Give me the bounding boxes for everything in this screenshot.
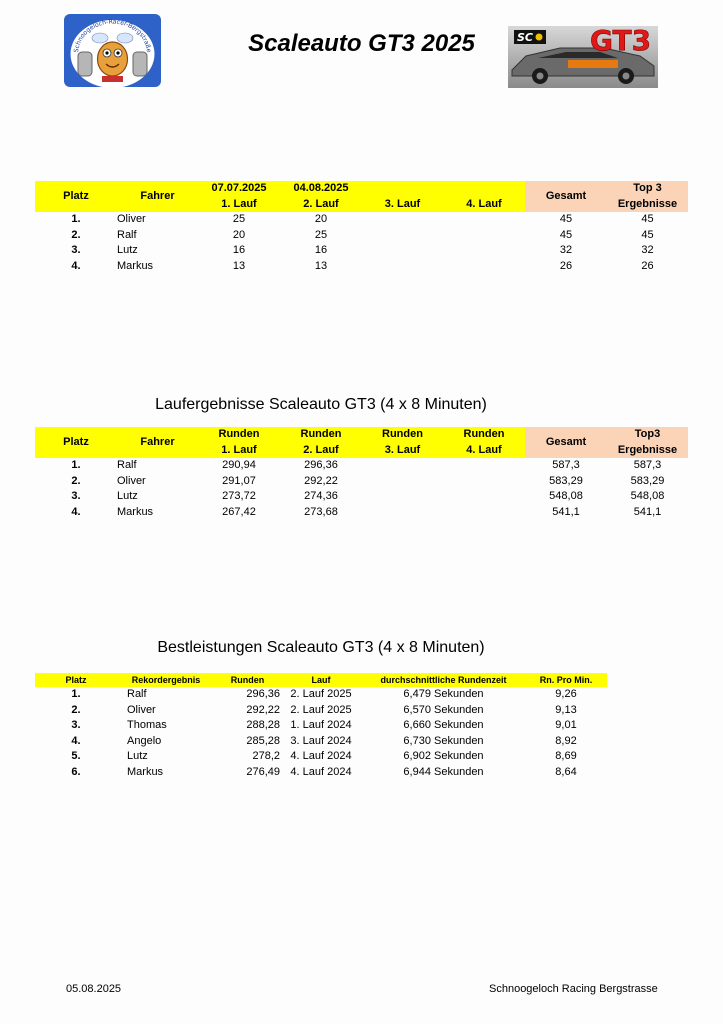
- name-cell: Angelo: [127, 734, 162, 747]
- top-cell: 583,29: [630, 474, 665, 487]
- zeit-cell: 6,660 Sekunden: [403, 719, 484, 732]
- platz-cell: 1.: [71, 213, 81, 225]
- lauf2-cell: 20: [314, 213, 328, 225]
- name-cell: Markus: [127, 765, 164, 778]
- lauf2-cell: 13: [314, 259, 328, 272]
- lauf-cell: 4. Lauf 2024: [290, 750, 352, 763]
- gt3-banner-image: [508, 26, 658, 88]
- platz-cell: 3.: [71, 490, 81, 502]
- rn-cell: 8,92: [555, 734, 577, 747]
- rn-cell: 9,26: [555, 688, 577, 700]
- header-platz: Platz: [35, 673, 117, 687]
- fahrer-cell: Lutz: [117, 244, 138, 256]
- header-lauf2: 2. Lauf: [280, 443, 362, 459]
- lauf-cell: 1. Lauf 2024: [290, 719, 352, 732]
- fahrer-cell: Ralf: [117, 459, 137, 471]
- gesamt-cell: 541,1: [552, 505, 580, 518]
- rn-cell: 9,13: [555, 703, 577, 716]
- lauf2-cell: 274,36: [304, 490, 338, 502]
- gesamt-cell: 583,29: [549, 474, 583, 487]
- platz-cell: 2.: [71, 228, 81, 241]
- header-runden-3: Runden: [362, 427, 443, 443]
- runden-cell: 285,28: [246, 734, 280, 747]
- runden-cell: 292,22: [246, 703, 280, 716]
- platz-cell: 4.: [71, 734, 81, 747]
- lauf-cell: 2. Lauf 2025: [290, 703, 352, 716]
- table-row: [35, 703, 607, 719]
- gesamt-cell: 26: [559, 259, 573, 272]
- header-platz: Platz: [35, 181, 117, 212]
- lauf1-cell: 273,72: [222, 490, 256, 502]
- zeit-cell: 6,902 Sekunden: [403, 750, 484, 763]
- table-row: [35, 734, 607, 750]
- gesamt-cell: 45: [559, 213, 573, 225]
- header-rn-pro-min: Rn. Pro Min.: [525, 673, 607, 687]
- table-row: [35, 765, 607, 781]
- header-lauf4: 4. Lauf: [443, 197, 525, 213]
- lauf1-cell: 290,94: [222, 459, 256, 471]
- lauf1-cell: 291,07: [222, 474, 256, 487]
- table-row: [35, 212, 688, 228]
- lauf2-cell: 16: [314, 244, 328, 256]
- header-gesamt: Gesamt: [525, 181, 607, 212]
- gesamt-cell: 45: [559, 228, 573, 241]
- fahrer-cell: Markus: [117, 259, 154, 272]
- gesamt-cell: 548,08: [549, 490, 583, 502]
- lauf2-cell: 292,22: [304, 474, 338, 487]
- platz-cell: 1.: [71, 688, 81, 700]
- table-row: [35, 243, 688, 259]
- header-lauf: Lauf: [280, 673, 362, 687]
- top-cell: 541,1: [633, 505, 662, 518]
- platz-cell: 6.: [71, 765, 81, 778]
- lauf1-cell: 267,42: [222, 505, 256, 518]
- table-row: [35, 259, 688, 275]
- name-cell: Oliver: [127, 703, 156, 716]
- gt3-text: GT3: [590, 26, 652, 57]
- lauf-cell: 4. Lauf 2024: [290, 765, 352, 778]
- platz-cell: 2.: [71, 474, 81, 487]
- table-row: [35, 718, 607, 734]
- lauf1-cell: 25: [232, 213, 246, 225]
- zeit-cell: 6,730 Sekunden: [403, 734, 484, 747]
- lauf2-cell: 273,68: [304, 505, 338, 518]
- gesamt-cell: 32: [559, 244, 573, 256]
- section-heading-bestleistungen: Bestleistungen Scaleauto GT3 (4 x 8 Minuten): [157, 639, 485, 656]
- records-table: [35, 673, 607, 781]
- header-lauf1: 1. Lauf: [198, 443, 280, 459]
- rn-cell: 8,64: [555, 765, 577, 778]
- header-lauf3: 3. Lauf: [362, 197, 443, 213]
- header-gesamt: Gesamt: [525, 427, 607, 458]
- header-runden-4: Runden: [443, 427, 525, 443]
- zeit-cell: 6,479 Sekunden: [403, 688, 484, 700]
- platz-cell: 3.: [71, 719, 81, 732]
- header-lauf3: 3. Lauf: [362, 443, 443, 459]
- name-cell: Lutz: [127, 750, 148, 763]
- lauf2-cell: 296,36: [304, 459, 338, 471]
- name-cell: Thomas: [127, 719, 167, 732]
- table-row: [35, 228, 688, 244]
- header-zeit: durchschnittliche Rundenzeit: [362, 673, 525, 687]
- platz-cell: 5.: [71, 750, 81, 763]
- runden-cell: 296,36: [246, 688, 280, 700]
- platz-cell: 4.: [71, 505, 81, 518]
- table-row: [35, 749, 607, 765]
- fahrer-cell: Markus: [117, 505, 154, 518]
- header-lauf1: 1. Lauf: [198, 197, 280, 213]
- lauf1-cell: 16: [232, 244, 246, 256]
- points-table: [35, 181, 688, 274]
- top-cell: 45: [641, 228, 654, 241]
- table-row: [35, 687, 607, 703]
- brand-text: SC: [517, 31, 533, 44]
- table-row: [35, 474, 688, 490]
- header-runden: Runden: [215, 673, 280, 687]
- header-top-line1: Top 3: [607, 181, 688, 197]
- fahrer-cell: Lutz: [117, 490, 138, 502]
- runden-cell: 276,49: [246, 765, 280, 778]
- lauf-cell: 3. Lauf 2024: [290, 734, 352, 747]
- platz-cell: 3.: [71, 244, 81, 256]
- fahrer-cell: Oliver: [117, 474, 146, 487]
- club-logo-text: Schnoogeloch-Racer-Bergstraße: [73, 18, 152, 53]
- table-row: [35, 489, 688, 505]
- header-lauf2-date: 04.08.2025: [280, 181, 362, 197]
- header-rekord: Rekordergebnis: [117, 673, 215, 687]
- header-top-line2: Ergebnisse: [607, 443, 688, 459]
- header-lauf1-date: 07.07.2025: [198, 181, 280, 197]
- top-cell: 45: [641, 213, 654, 225]
- header-fahrer: Fahrer: [117, 427, 198, 458]
- lap-results-table: [35, 427, 688, 520]
- rn-cell: 9,01: [555, 719, 577, 732]
- header-top-line2: Ergebnisse: [607, 197, 688, 213]
- header-lauf2: 2. Lauf: [280, 197, 362, 213]
- platz-cell: 2.: [71, 703, 81, 716]
- fahrer-cell: Oliver: [117, 213, 146, 225]
- top-cell: 587,3: [633, 459, 662, 471]
- runden-cell: 278,2: [252, 750, 280, 763]
- header-top-line1: Top3: [607, 427, 688, 443]
- header-platz: Platz: [35, 427, 117, 458]
- zeit-cell: 6,570 Sekunden: [403, 703, 484, 716]
- footer-date: 05.08.2025: [66, 983, 122, 995]
- rn-cell: 8,69: [555, 750, 577, 763]
- top-cell: 548,08: [630, 490, 665, 502]
- platz-cell: 4.: [71, 259, 81, 272]
- header-fahrer: Fahrer: [117, 181, 198, 212]
- lauf2-cell: 25: [314, 228, 328, 241]
- platz-cell: 1.: [71, 459, 81, 471]
- top-cell: 32: [641, 244, 654, 256]
- runden-cell: 288,28: [246, 719, 280, 732]
- lauf-cell: 2. Lauf 2025: [290, 688, 352, 700]
- lauf1-cell: 13: [232, 259, 246, 272]
- name-cell: Ralf: [127, 688, 147, 700]
- header-runden-1: Runden: [198, 427, 280, 443]
- table-row: [35, 458, 688, 474]
- top-cell: 26: [641, 259, 654, 272]
- section-heading-laufergebnisse: Laufergebnisse Scaleauto GT3 (4 x 8 Minuten): [155, 396, 487, 413]
- gesamt-cell: 587,3: [552, 459, 580, 471]
- header-lauf4: 4. Lauf: [443, 443, 525, 459]
- table-row: [35, 505, 688, 521]
- fahrer-cell: Ralf: [117, 228, 137, 241]
- header-runden-2: Runden: [280, 427, 362, 443]
- page-title: Scaleauto GT3 2025: [248, 30, 475, 57]
- footer-club-name: Schnoogeloch Racing Bergstrasse: [489, 983, 658, 995]
- lauf1-cell: 20: [232, 228, 246, 241]
- zeit-cell: 6,944 Sekunden: [403, 765, 484, 778]
